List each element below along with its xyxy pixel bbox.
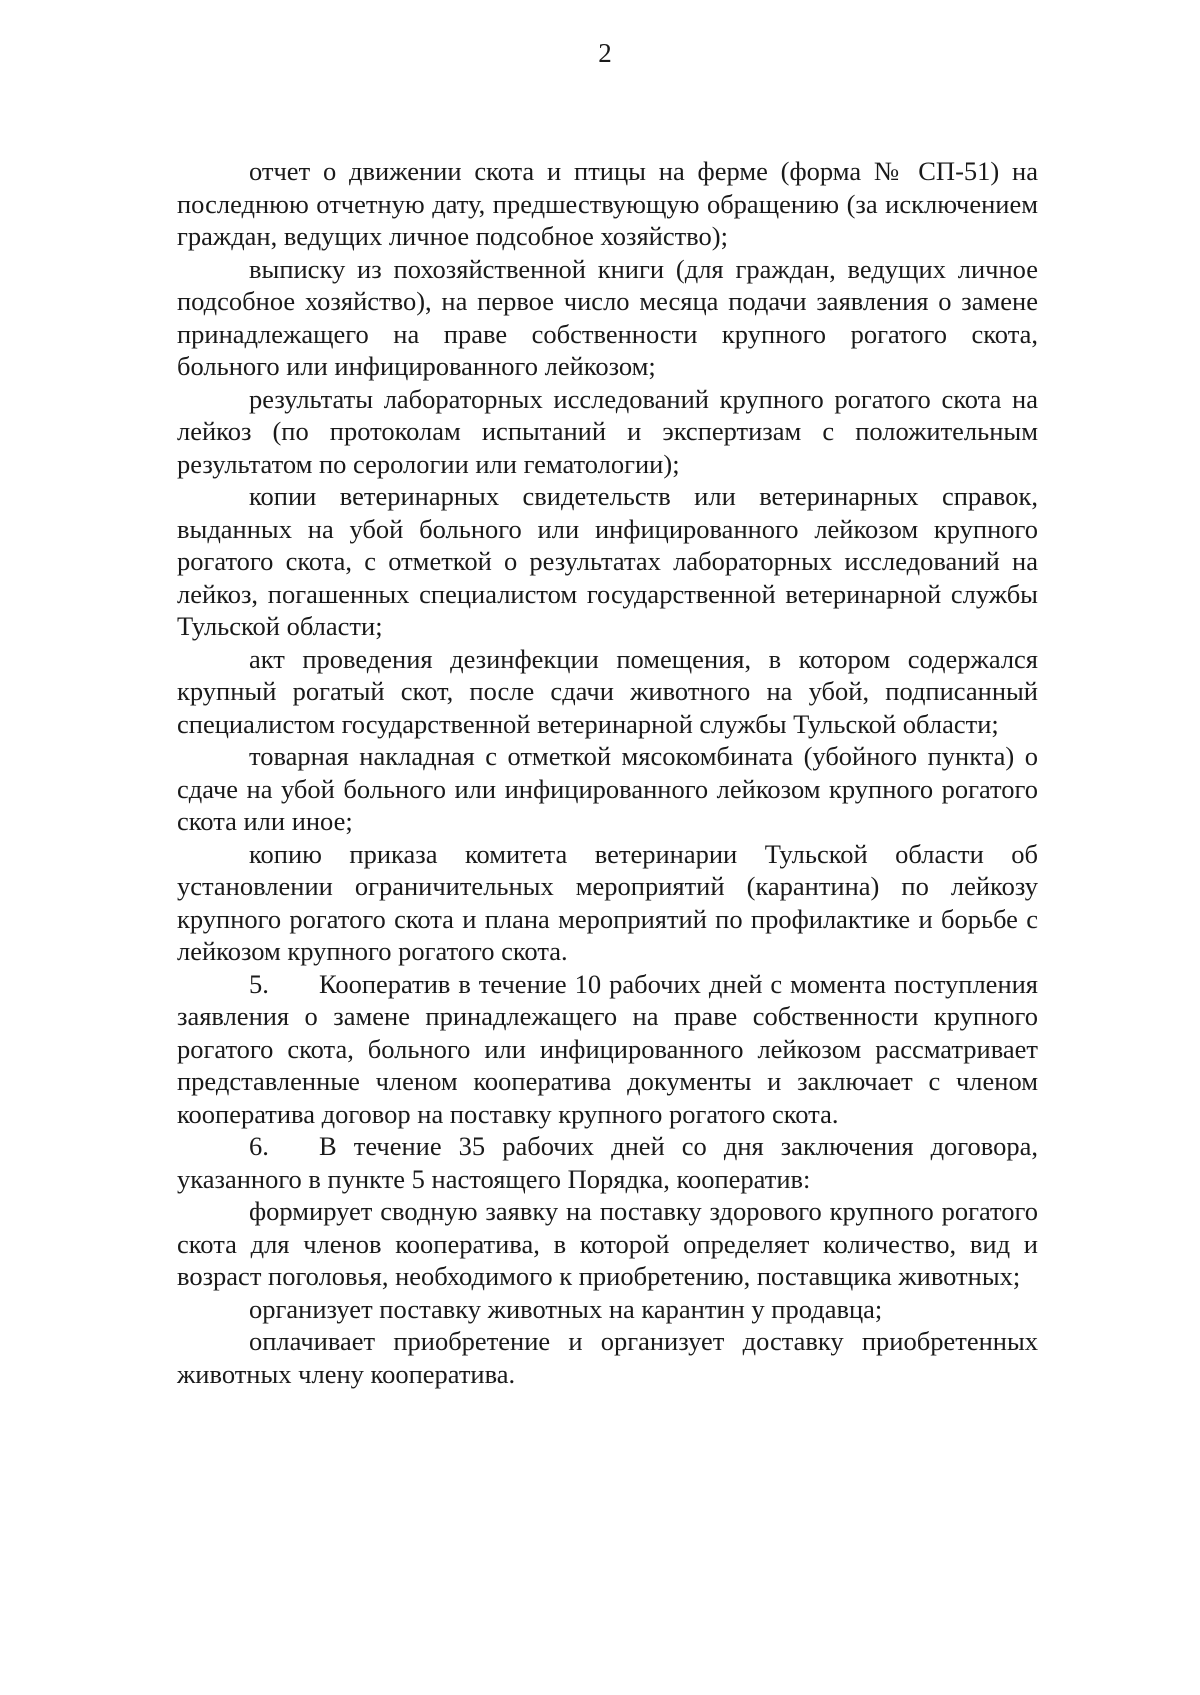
paragraph-quarantine-order: копию приказа комитета ветеринарии Тульской области об установлении ограничительных мероприятий (карантина) по лейкозу крупного рогатого скота и плана мероприятий по профилактике и борьбе с лейкозом крупного рогатого скота. xyxy=(177,838,1038,966)
paragraph-quarantine-delivery: организует поставку животных на карантин у продавца; xyxy=(249,1293,883,1324)
paragraph-lab-results: результаты лабораторных исследований крупного рогатого скота на лейкоз (по протоколам испытаний и экспертизам с положительным результатом по серологии или гематологии); xyxy=(177,383,1038,479)
paragraph-payment-delivery: оплачивает приобретение и организует доставку приобретенных животных члену кооператива. xyxy=(177,1326,1038,1389)
paragraph-household-book-extract: выписку из похозяйственной книги (для граждан, ведущих личное подсобное хозяйство), на первое число месяца подачи заявления о замене принадлежащего на праве собственности крупного рогатого скота, больного или инфицированного лейкозом; xyxy=(177,253,1038,381)
page-number: 2 xyxy=(598,38,612,68)
document-body xyxy=(177,155,1038,1390)
item-text: В течение 35 рабочих дней со дня заключения договора, указанного в пункте 5 настоящего Порядка, кооператив: xyxy=(177,1131,1038,1194)
numbered-item-6 xyxy=(177,1130,1038,1195)
paragraph-report-form: отчет о движении скота и птицы на ферме (форма № СП-51) на последнюю отчетную дату, предшествующую обращению (за исключением граждан, ведущих личное подсобное хозяйство); xyxy=(177,156,1038,251)
paragraph-summary-request: формирует сводную заявку на поставку здорового крупного рогатого скота для членов кооператива, в которой определяет количество, вид и возраст поголовья, необходимого к приобретению, поставщика животных; xyxy=(177,1196,1038,1291)
numbered-item-5 xyxy=(177,968,1038,1131)
paragraph-waybill: товарная накладная с отметкой мясокомбината (убойного пункта) о сдаче на убой больного или инфицированного лейкозом крупного рогатого скота или иное; xyxy=(177,741,1038,836)
item-number: 5. xyxy=(249,968,269,999)
paragraph-veterinary-certificates: копии ветеринарных свидетельств или ветеринарных справок, выданных на убой больного или инфицированного лейкозом крупного рогатого скота, с отметкой о результатах лабораторных исследований на лейкоз, погашенных специалистом государственной ветеринарной службы Тульской области; xyxy=(177,481,1038,641)
item-number: 6. xyxy=(249,1131,269,1161)
item-text: Кооператив в течение 10 рабочих дней с момента поступления заявления о замене принадлежащего на праве собственности крупного рогатого скота, больного или инфицированного лейкозом рассматривает представленные членом кооператива документы и заключает с членом кооператива договор на поставку крупного рогатого скота. xyxy=(177,968,1038,1129)
paragraph-disinfection-act: акт проведения дезинфекции помещения, в котором содержался крупный рогатый скот, после сдачи животного на убой, подписанный специалистом государственной ветеринарной службы Тульской области; xyxy=(177,643,1038,739)
